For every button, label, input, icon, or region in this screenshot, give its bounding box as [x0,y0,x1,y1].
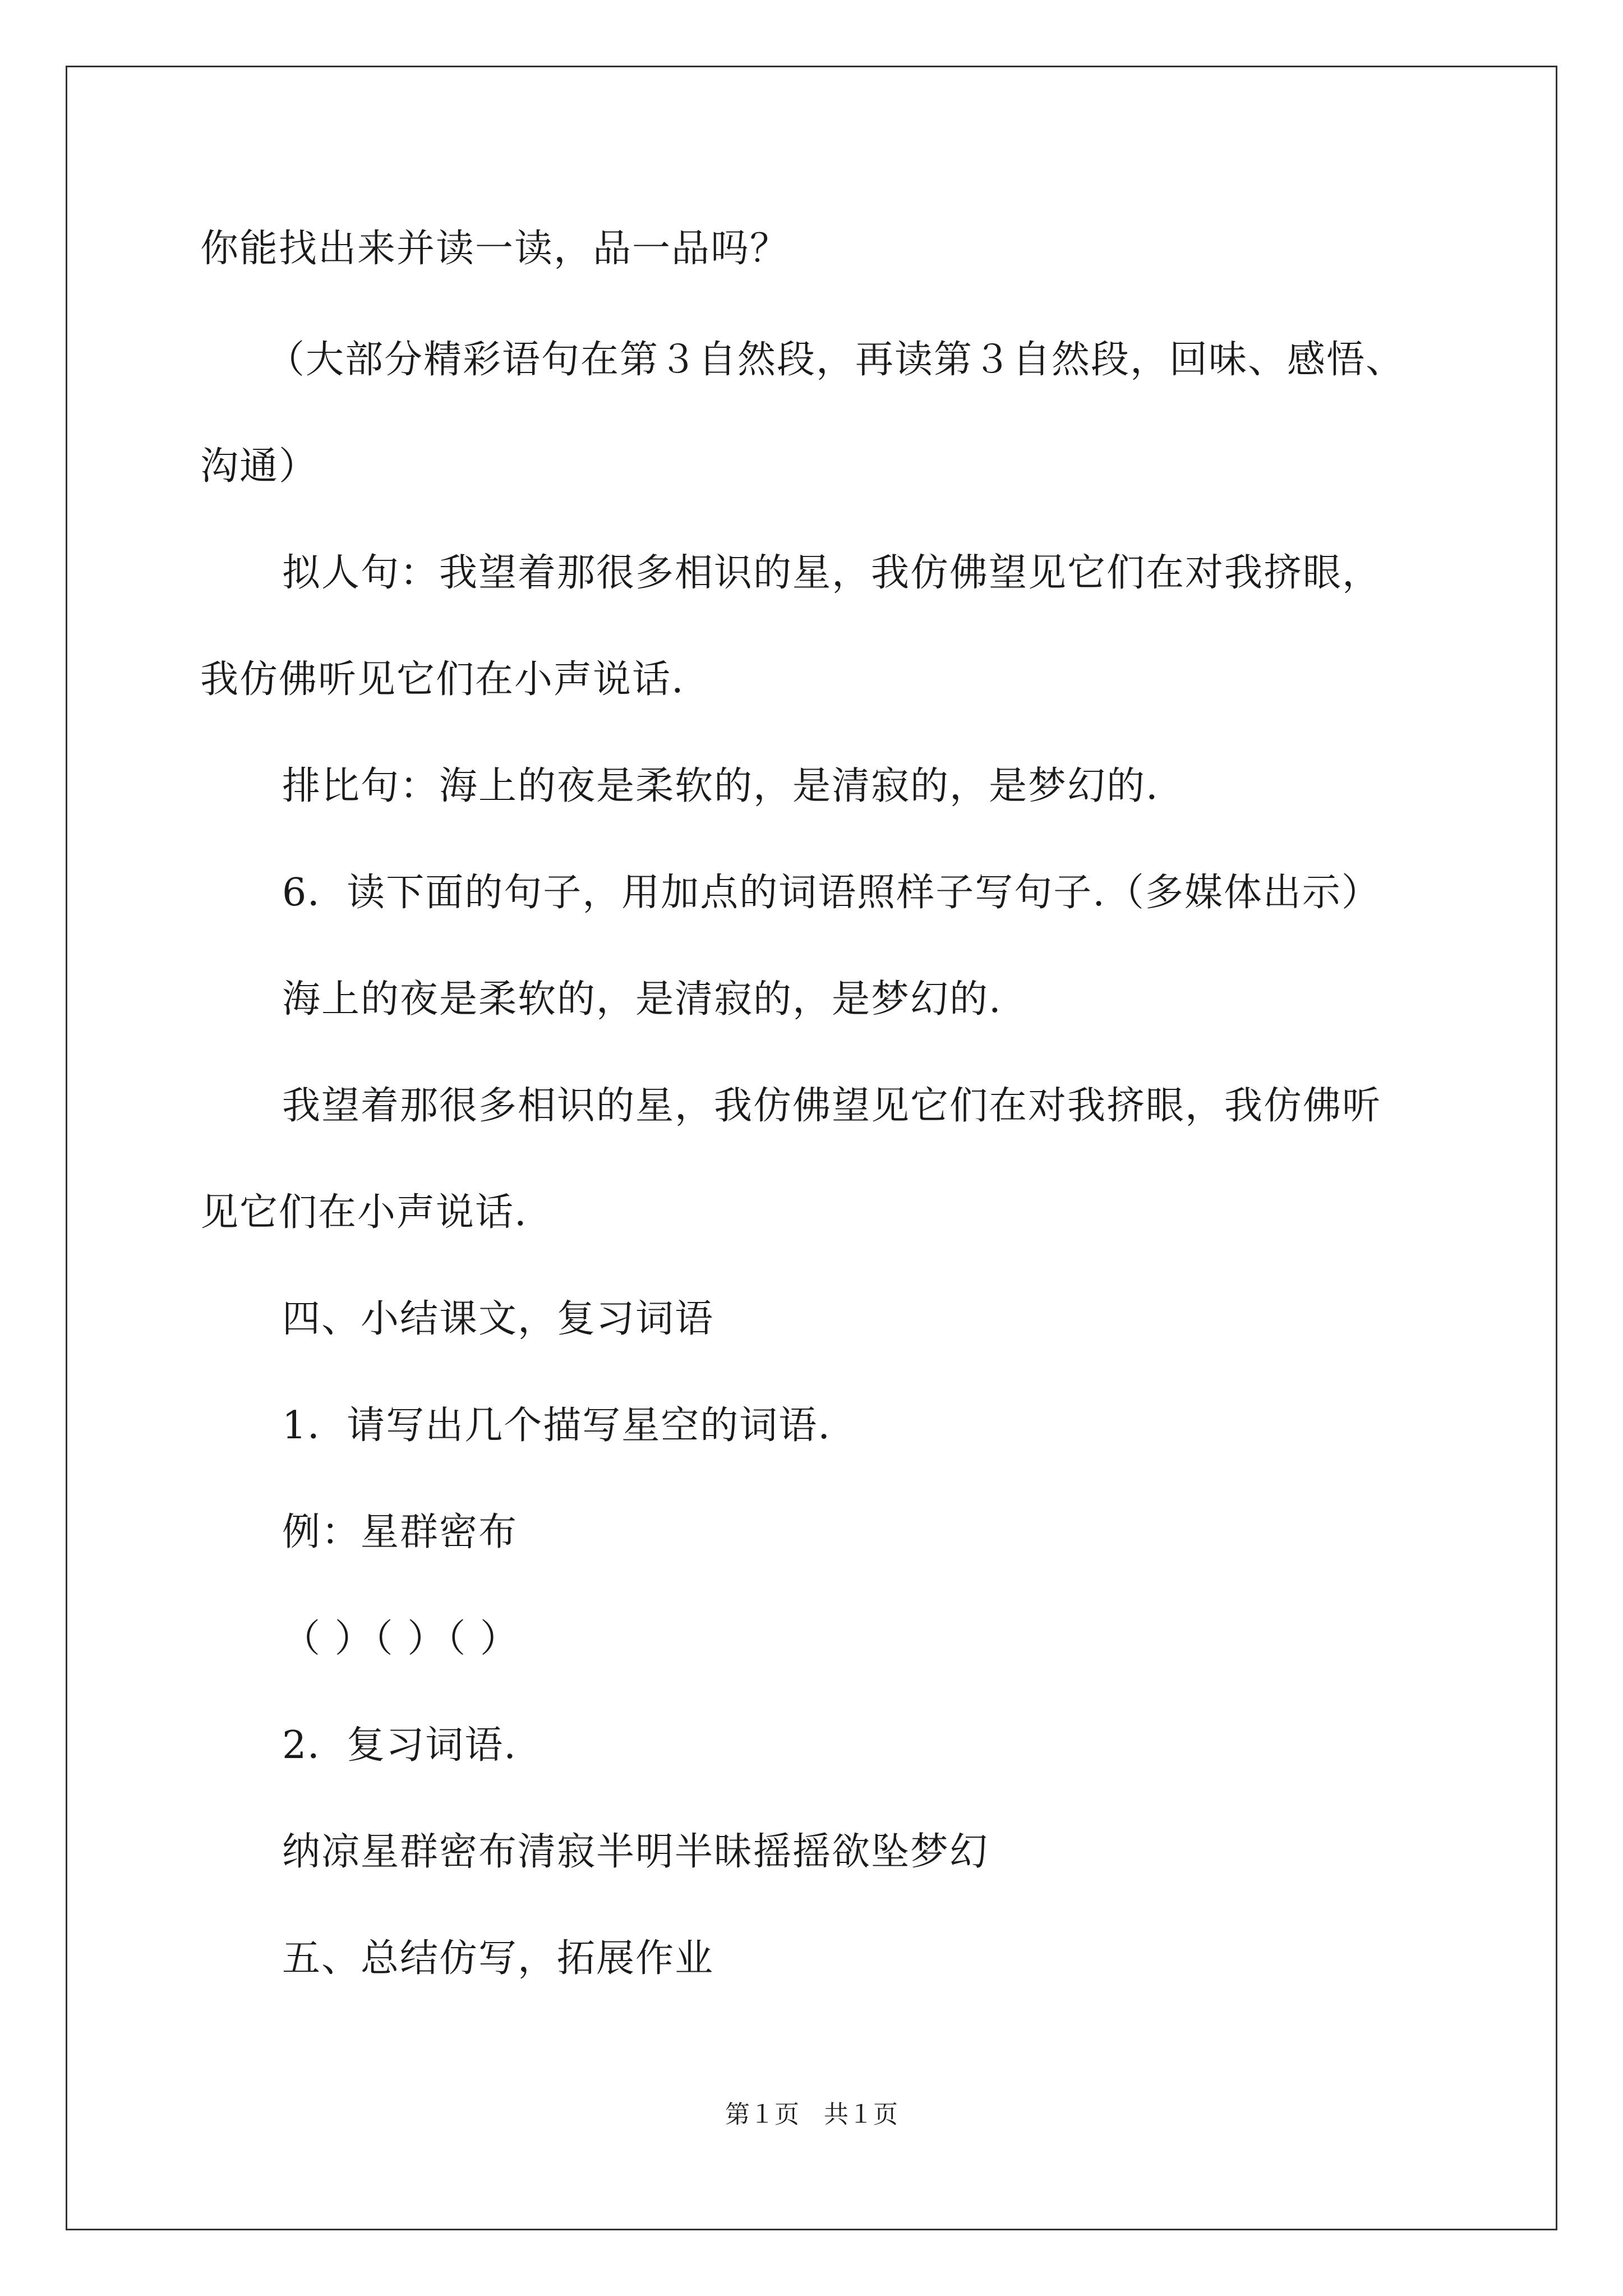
page-border [66,66,1557,2230]
text-line-5: 我仿佛听见它们在小声说话. [200,657,685,702]
text-line-9: 我望着那很多相识的星，我仿佛望见它们在对我挤眼，我仿佛听 [282,1084,1382,1128]
text-line-3: 沟通） [200,444,319,489]
text-line-7: 6．读下面的句子，用加点的词语照样子写句子.（多媒体出示） [282,871,1381,915]
text-line-14: （ ）（ ）（ ） [282,1617,519,1661]
text-line-12: 1．请写出几个描写星空的词语. [282,1404,831,1448]
text-line-1: 你能找出来并读一读，品一品吗？ [200,227,790,271]
text-line-16: 纳凉星群密布清寂半明半昧摇摇欲坠梦幻 [282,1830,989,1874]
text-line-6: 排比句：海上的夜是柔软的，是清寂的，是梦幻的. [282,764,1159,808]
text-line-10: 见它们在小声说话. [200,1190,528,1235]
text-line-11: 四、小结课文，复习词语 [282,1297,714,1341]
text-line-17: 五、总结仿写，拓展作业 [282,1936,714,1981]
text-line-4: 拟人句：我望着那很多相识的星，我仿佛望见它们在对我挤眼， [282,551,1382,595]
text-line-2: （大部分精彩语句在第３自然段，再读第３自然段，回味、感悟、 [266,338,1405,382]
page-footer: 第１页 共１页 [725,2100,898,2129]
text-line-15: 2．复习词语. [282,1723,517,1768]
text-line-13: 例：星群密布 [282,1510,518,1554]
text-line-8: 海上的夜是柔软的，是清寂的，是梦幻的. [282,977,1002,1022]
